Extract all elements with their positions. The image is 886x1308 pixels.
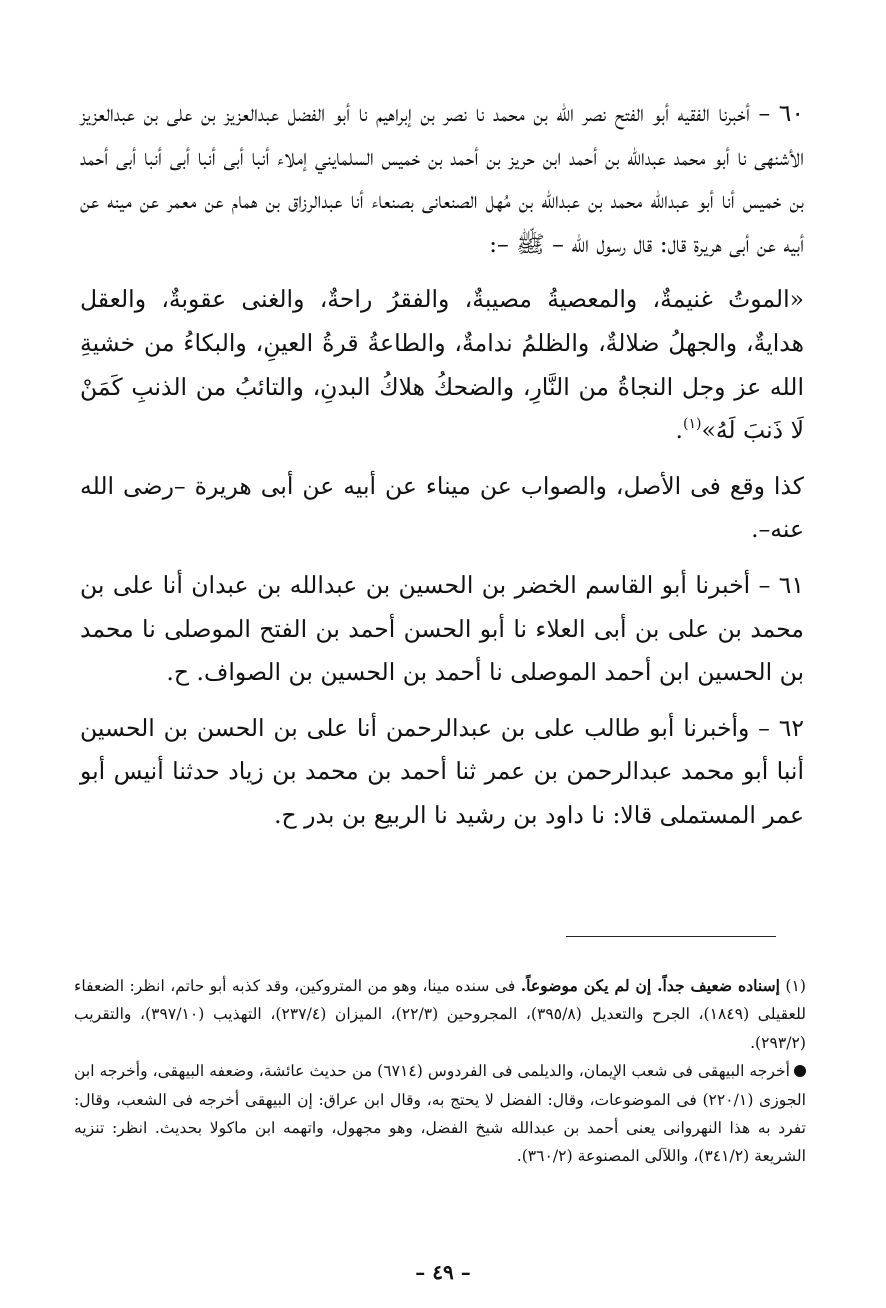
footnote-1-marker: (١) xyxy=(785,977,806,995)
footnote-1-text: فى سنده مينا، وهو من المتروكين، وقد كذبه أبو حاتم، انظر: الضعفاء للعقيلى (١٨٤٩)، الجرح والتعديل (٣٩٥/٨)، المجروحين (٢٢/٣)، الميزان (٢٣٧/٤)، التهذيب (٣٩٧/١٠)، والتقريب (٢٩٣/٢). xyxy=(74,977,806,1052)
footnote-2 xyxy=(74,1057,806,1171)
bullet-icon xyxy=(794,1065,806,1077)
footnote-reference-1: (١) xyxy=(682,416,702,433)
page-number: – ٤٩ – xyxy=(415,1260,471,1284)
footnote-separator-line xyxy=(566,936,776,937)
hadith-60-quote-end: . xyxy=(675,416,683,445)
footnote-2-text: أخرجه البيهقى فى شعب الإيمان، والديلمى فى الفردوس (٦٧١٤) من حديث عائشة، وضعفه البيهقى، وأخرجه ابن الجوزى (٢٢٠/١) فى الموضوعات، وقال: الفضل لا يحتج به، وقال ابن عراق: إن البيهقى أخرجه فى الشعب، وقال: تفرد به هذا النهروانى يعنى أحمد بن عبدالله شيخ الفضل، وهو مجهول، واتهمه ابن ماكولا بحديث. انظر: تنزيه الشريعة (٣٤١/٢)، واللآلى المصنوعة (٣٦٠/٢). xyxy=(74,1062,806,1166)
hadith-61-chain: ٦١ – أخبرنا أبو القاسم الخضر بن الحسين بن عبدالله بن عبدان أنا على بن محمد بن على بن أبى العلاء نا أبو الحسن أحمد بن الفتح الموصلى نا محمد بن الحسين ابن أحمد الموصلى نا أحمد بن الحسين بن الصواف. ح. xyxy=(80,570,804,687)
hadith-62-chain: ٦٢ – وأخبرنا أبو طالب على بن عبدالرحمن أنا على بن الحسن بن الحسين أنبا أبو محمد عبدالرحمن بن عمر ثنا أحمد بن محمد بن زياد حدثنا أنيس أبو عمر المستملى قالا: نا داود بن رشيد نا الربيع بن بدر ح. xyxy=(80,713,804,829)
hadith-60-quote: «الموتُ غنيمةٌ، والمعصيةُ مصيبةٌ، والفقرُ راحةٌ، والغنى عقوبةٌ، والعقل هدايةٌ، والجهلُ ضلالةٌ، والظلمُ ندامةٌ، والطاعةُ قرةُ العينِ، والبكاءُ من خشيةِ الله عز وجل النجاةُ من النَّارِ، والضحكُ هلاكُ البدنِ، والتائبُ من الذنبِ كَمَنْ لَا ذَنبَ لَهُ» xyxy=(80,285,804,445)
footnote-1-grading: إسناده ضعيف جداً. إن لم يكن موضوعاً. xyxy=(520,976,780,995)
footnotes-section xyxy=(74,972,806,1171)
hadith-60-chain: ٦٠ – أخبرنا الفقيه أبو الفتح نصر الله بن محمد نا نصر بن إبراهيم نا أبو الفضل عبدالعزيز بن على بن عبدالعزيز الأشنهى نا أبو محمد عبدالله بن أحمد ابن حريز بن أحمد بن خميس السلمايني إملاء أنبا أبى أنبا أبى أنبا أبى أحمد بن خميس أنا أبو عبدالله محمد بن عبدالله بن مُهل الصنعانى بصنعاء أنا عبدالرزاق بن همام عن معمر عن مينه عن أبيه عن أبى هريرة قال: قال رسول الله – ﷺ –: xyxy=(80,99,804,258)
footnote-1 xyxy=(74,972,806,1057)
editor-note: كذا وقع فى الأصل، والصواب عن ميناء عن أبيه عن أبى هريرة –رضى الله عنه–. xyxy=(80,471,804,544)
main-text-body xyxy=(80,92,804,838)
hadith-60-matn xyxy=(80,278,804,452)
